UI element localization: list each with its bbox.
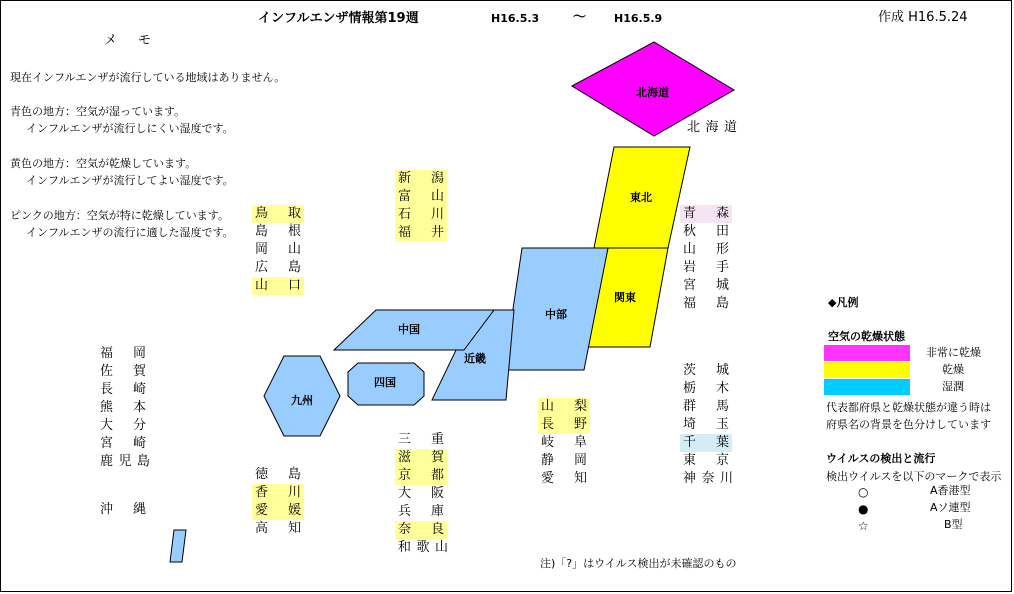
prefecture-shikoku-0 — [252, 466, 304, 484]
prefecture-char: 児 — [118, 454, 132, 469]
prefecture-char: 道 — [723, 120, 737, 135]
prefecture-char: 木 — [715, 381, 729, 396]
prefecture-char: 福 — [398, 225, 412, 240]
footnote: 注)「?」はウイルス検出が未確認のもの — [540, 557, 737, 570]
prefecture-kinki-0 — [395, 431, 447, 449]
memo-yellow-a: 黄色の地方：空気が乾燥しています。 — [10, 157, 197, 170]
prefecture-chubu_a-2 — [395, 206, 447, 224]
prefecture-kinki-3 — [395, 485, 447, 503]
prefecture-tohoku-4 — [680, 277, 732, 295]
prefecture-char: 田 — [715, 224, 729, 239]
prefecture-kyushu-6 — [97, 453, 153, 471]
prefecture-kanto-4 — [680, 434, 732, 452]
prefecture-char: 山 — [541, 399, 555, 414]
prefecture-char: 佐 — [100, 364, 114, 379]
prefecture-chugoku-2 — [252, 241, 304, 259]
prefecture-char: 縄 — [132, 502, 146, 517]
legend-virus-desc: 検出ウイルスを以下のマークで表示 — [826, 470, 1002, 483]
legend-label-b: B型 — [944, 518, 963, 531]
prefecture-char: 宮 — [100, 436, 114, 451]
prefecture-char: 知 — [287, 521, 301, 536]
memo-pink-b: インフルエンザの流行に適した湿度です。 — [26, 226, 234, 239]
legend-title: ◆凡例 — [828, 296, 859, 309]
prefecture-kinki-2 — [395, 467, 447, 485]
prefecture-chubu_b-4 — [538, 470, 590, 488]
prefecture-tohoku-3 — [680, 259, 732, 277]
legend-label-a-hongkong: A香港型 — [930, 484, 971, 497]
period-end: H16.5.9 — [614, 12, 663, 25]
prefecture-char: 崎 — [132, 382, 146, 397]
prefecture-char: 野 — [573, 417, 587, 432]
prefecture-tohoku-2 — [680, 241, 732, 259]
prefecture-char: 崎 — [132, 436, 146, 451]
created-date: 作成 H16.5.24 — [878, 10, 968, 25]
prefecture-shikoku-3 — [252, 520, 304, 538]
report-title: インフルエンザ情報第19週 — [258, 11, 419, 26]
prefecture-char: 媛 — [287, 503, 301, 518]
prefecture-char: 阪 — [430, 486, 444, 501]
prefecture-kyushu-4 — [97, 417, 149, 435]
prefecture-char: 埼 — [683, 417, 697, 432]
prefecture-shikoku-2 — [252, 502, 304, 520]
prefecture-char: 兵 — [398, 504, 412, 519]
prefecture-kanto-2 — [680, 398, 732, 416]
prefecture-char: 三 — [398, 432, 412, 447]
legend-label-dry: 乾燥 — [942, 363, 964, 376]
prefecture-char: 岩 — [683, 260, 697, 275]
prefecture-char: 長 — [100, 382, 114, 397]
prefecture-char: 高 — [255, 521, 269, 536]
prefecture-char: 大 — [100, 418, 114, 433]
prefecture-char: 岡 — [132, 346, 146, 361]
region-label-shikoku: 四国 — [374, 376, 396, 389]
circle-filled-icon: ● — [858, 502, 869, 516]
circle-open-icon: ○ — [858, 485, 869, 499]
prefecture-char: 茨 — [683, 363, 697, 378]
prefecture-kyushu-0 — [97, 345, 149, 363]
prefecture-chugoku-4 — [252, 277, 304, 295]
prefecture-char: 川 — [430, 207, 444, 222]
prefecture-char: 宮 — [683, 278, 697, 293]
prefecture-char: 梨 — [573, 399, 587, 414]
legend-swatch-very-dry — [824, 345, 910, 361]
prefecture-char: 城 — [715, 363, 729, 378]
prefecture-char: 森 — [715, 206, 729, 221]
prefecture-char: 愛 — [255, 503, 269, 518]
prefecture-char: 潟 — [430, 171, 444, 186]
prefecture-char: 山 — [430, 189, 444, 204]
prefecture-char: 島 — [287, 467, 301, 482]
memo-heading: メ モ — [104, 33, 156, 48]
prefecture-char: 香 — [255, 485, 269, 500]
prefecture-chubu_b-0 — [538, 398, 590, 416]
prefecture-char: 和 — [398, 540, 412, 555]
prefecture-char: 静 — [541, 453, 555, 468]
prefecture-char: 本 — [132, 400, 146, 415]
prefecture-char: 口 — [287, 278, 301, 293]
region-label-chubu: 中部 — [545, 308, 567, 321]
legend-label-very-dry: 非常に乾燥 — [926, 346, 981, 359]
prefecture-char: 手 — [715, 260, 729, 275]
prefecture-char: 長 — [541, 417, 555, 432]
prefecture-char: 馬 — [715, 399, 729, 414]
prefecture-char: 島 — [715, 296, 729, 311]
prefecture-char: 鹿 — [100, 454, 114, 469]
region-label-hokkaido: 北海道 — [636, 86, 669, 99]
legend-label-a-soviet: Aソ連型 — [930, 501, 971, 514]
legend-swatch-humid — [824, 379, 910, 395]
prefecture-char: 群 — [683, 399, 697, 414]
prefecture-char: 賀 — [430, 450, 444, 465]
prefecture-kyushu-2 — [97, 381, 149, 399]
prefecture-chugoku-3 — [252, 259, 304, 277]
legend-note-2: 府県名の背景を色分けしています — [826, 418, 991, 431]
prefecture-chubu_a-3 — [395, 224, 447, 242]
prefecture-char: 賀 — [132, 364, 146, 379]
region-label-tohoku: 東北 — [630, 191, 652, 204]
prefecture-kanto-3 — [680, 416, 732, 434]
prefecture-char: 都 — [430, 468, 444, 483]
prefecture-char: 鳥 — [255, 206, 269, 221]
period-separator: ～ — [573, 10, 587, 25]
prefecture-char: 福 — [683, 296, 697, 311]
prefecture-char: 玉 — [715, 417, 729, 432]
region-label-kanto: 関東 — [614, 291, 636, 304]
prefecture-chubu_b-3 — [538, 452, 590, 470]
prefecture-kanto-0 — [680, 362, 732, 380]
prefecture-hokkaido-0 — [684, 119, 740, 137]
prefecture-okinawa-0 — [97, 501, 149, 519]
period-start: H16.5.3 — [491, 12, 540, 25]
prefecture-char: 形 — [715, 242, 729, 257]
prefecture-char: 庫 — [430, 504, 444, 519]
prefecture-chugoku-1 — [252, 223, 304, 241]
prefecture-chubu_b-2 — [538, 434, 590, 452]
prefecture-char: 山 — [434, 540, 448, 555]
prefecture-char: 富 — [398, 189, 412, 204]
memo-yellow-b: インフルエンザが流行してよい湿度です。 — [26, 174, 234, 187]
prefecture-char: 川 — [719, 471, 733, 486]
region-label-kyushu: 九州 — [291, 394, 313, 407]
prefecture-char: 島 — [287, 260, 301, 275]
prefecture-kinki-4 — [395, 503, 447, 521]
prefecture-chubu_b-1 — [538, 416, 590, 434]
prefecture-char: 沖 — [100, 502, 114, 517]
prefecture-char: 栃 — [683, 381, 697, 396]
prefecture-char: 秋 — [683, 224, 697, 239]
legend-virus-title: ウイルスの検出と流行 — [826, 452, 936, 465]
prefecture-shikoku-1 — [252, 484, 304, 502]
legend-swatch-dry — [824, 362, 910, 378]
prefecture-char: 岐 — [541, 435, 555, 450]
prefecture-char: 阜 — [573, 435, 587, 450]
prefecture-char: 取 — [287, 206, 301, 221]
prefecture-kanto-5 — [680, 452, 732, 470]
region-okinawa-shape[interactable] — [170, 530, 186, 562]
prefecture-tohoku-5 — [680, 295, 732, 313]
prefecture-char: 葉 — [715, 435, 729, 450]
prefecture-char: 徳 — [255, 467, 269, 482]
region-label-kinki: 近畿 — [464, 352, 486, 365]
prefecture-char: 滋 — [398, 450, 412, 465]
prefecture-char: 奈 — [701, 471, 715, 486]
legend-air-title: 空気の乾燥状態 — [828, 330, 905, 343]
prefecture-char: 歌 — [416, 540, 430, 555]
prefecture-kyushu-5 — [97, 435, 149, 453]
prefecture-kanto-1 — [680, 380, 732, 398]
prefecture-char: 千 — [683, 435, 697, 450]
prefecture-chubu_a-0 — [395, 170, 447, 188]
prefecture-char: 川 — [287, 485, 301, 500]
prefecture-kinki-6 — [395, 539, 451, 557]
prefecture-char: 大 — [398, 486, 412, 501]
prefecture-char: 良 — [430, 522, 444, 537]
prefecture-kyushu-3 — [97, 399, 149, 417]
prefecture-char: 広 — [255, 260, 269, 275]
prefecture-char: 神 — [683, 471, 697, 486]
prefecture-char: 岡 — [573, 453, 587, 468]
prefecture-char: 山 — [287, 242, 301, 257]
prefecture-char: 愛 — [541, 471, 555, 486]
prefecture-chubu_a-1 — [395, 188, 447, 206]
prefecture-char: 山 — [683, 242, 697, 257]
prefecture-kyushu-1 — [97, 363, 149, 381]
prefecture-char: 青 — [683, 206, 697, 221]
prefecture-kanto-6 — [680, 470, 736, 488]
prefecture-char: 京 — [715, 453, 729, 468]
prefecture-char: 島 — [255, 224, 269, 239]
prefecture-char: 東 — [683, 453, 697, 468]
memo-pink-a: ピンクの地方：空気が特に乾燥しています。 — [10, 209, 229, 222]
prefecture-char: 根 — [287, 224, 301, 239]
prefecture-char: 島 — [136, 454, 150, 469]
prefecture-char: 奈 — [398, 522, 412, 537]
prefecture-char: 福 — [100, 346, 114, 361]
region-label-chugoku: 中国 — [398, 323, 420, 336]
prefecture-char: 海 — [705, 120, 719, 135]
prefecture-char: 井 — [430, 225, 444, 240]
prefecture-tohoku-0 — [680, 205, 732, 223]
prefecture-char: 岡 — [255, 242, 269, 257]
memo-status: 現在インフルエンザが流行している地域はありません。 — [10, 71, 286, 84]
prefecture-char: 分 — [132, 418, 146, 433]
prefecture-chugoku-0 — [252, 205, 304, 223]
prefecture-char: 熊 — [100, 400, 114, 415]
prefecture-char: 京 — [398, 468, 412, 483]
prefecture-char: 石 — [398, 207, 412, 222]
star-icon: ☆ — [858, 519, 869, 533]
prefecture-kinki-1 — [395, 449, 447, 467]
prefecture-char: 北 — [687, 120, 701, 135]
prefecture-tohoku-1 — [680, 223, 732, 241]
prefecture-char: 知 — [573, 471, 587, 486]
prefecture-char: 新 — [398, 171, 412, 186]
memo-blue-a: 青色の地方：空気が湿っています。 — [10, 105, 186, 118]
prefecture-kinki-5 — [395, 521, 447, 539]
legend-note-1: 代表都府県と乾燥状態が違う時は — [826, 401, 991, 414]
prefecture-char: 山 — [255, 278, 269, 293]
legend-label-humid: 湿潤 — [942, 380, 964, 393]
prefecture-char: 城 — [715, 278, 729, 293]
memo-blue-b: インフルエンザが流行しにくい湿度です。 — [26, 122, 234, 135]
prefecture-char: 重 — [430, 432, 444, 447]
